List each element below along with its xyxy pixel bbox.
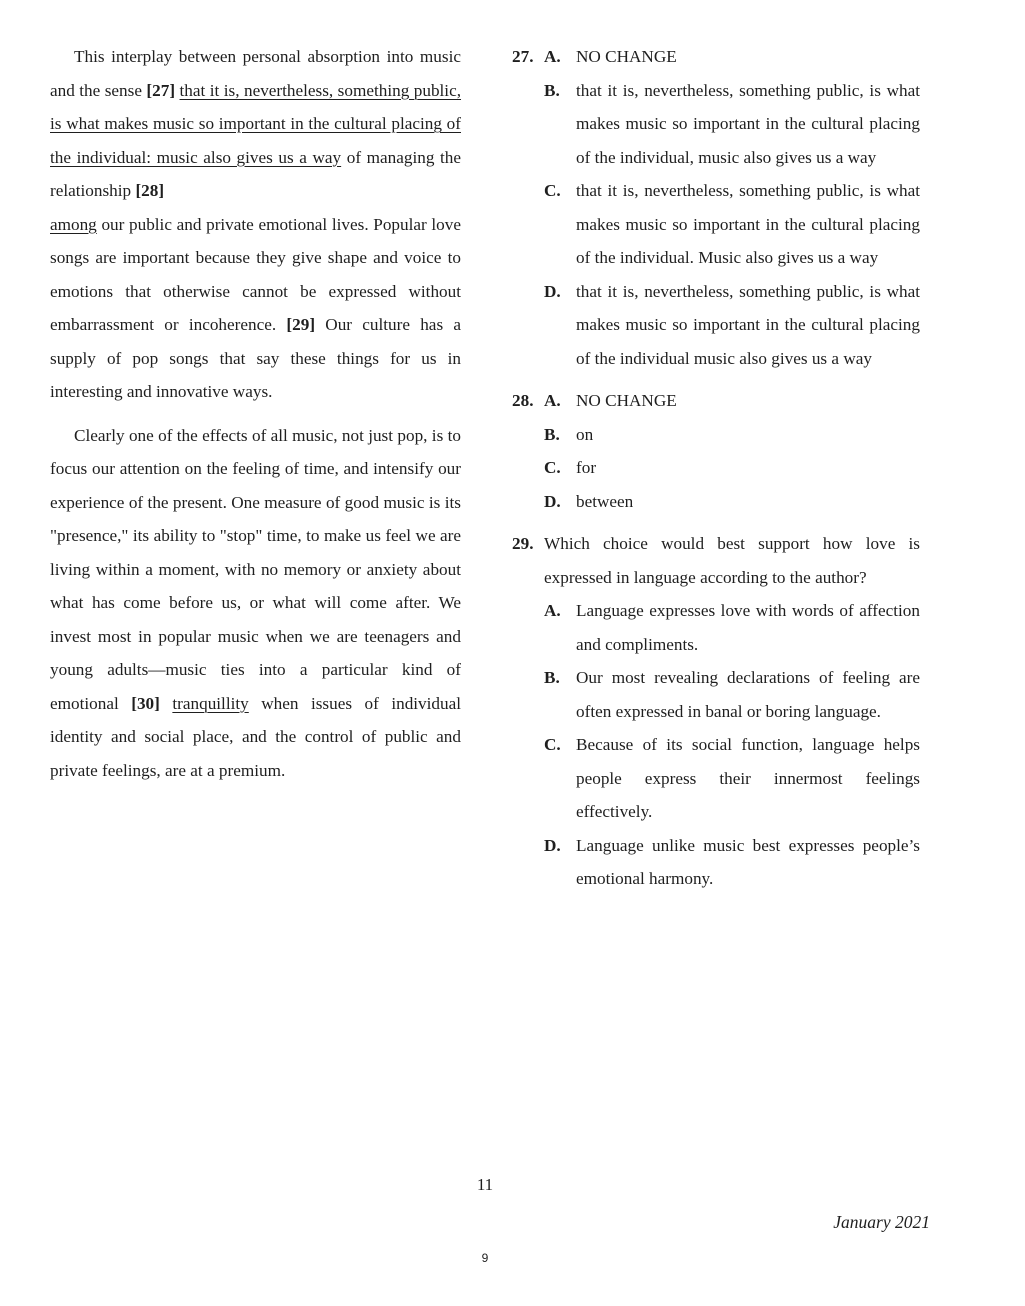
question-marker-30: [30] (131, 693, 160, 713)
question-29 (512, 527, 920, 896)
option-letter: D. (544, 491, 561, 511)
passage-paragraph-1 (50, 40, 461, 409)
footer-date: January 2021 (833, 1212, 930, 1232)
question-27 (512, 40, 920, 375)
question-marker-29: [29] (286, 315, 316, 334)
passage-paragraph-2 (50, 419, 461, 788)
answer-option-b[interactable]: Our most revealing declarations of feeling are often expressed in banal or boring language. (576, 668, 920, 721)
question-number: 28. (512, 391, 534, 410)
answer-option-c[interactable]: Because of its social function, language helps people express their innermost feelings effectively. (576, 735, 920, 821)
passage-text: when issues of individual identity and social place, and the control of public and private feelings, are at a premium. (50, 693, 462, 780)
answer-option-a[interactable]: NO CHANGE (576, 47, 677, 66)
passage (50, 40, 461, 787)
option-letter: A. (544, 391, 561, 410)
answer-option-d[interactable]: Language unlike music best expresses people’s emotional harmony. (576, 835, 920, 888)
sheet-number: 9 (481, 1251, 489, 1265)
option-letter: B. (544, 424, 560, 444)
answer-option-c[interactable]: that it is, nevertheless, something public, is what makes music so important in the cultural placing of the individual. Music also gives us a way (576, 181, 920, 267)
option-letter: C. (544, 735, 561, 754)
page-number: 11 (476, 1175, 494, 1194)
option-letter: A. (544, 47, 561, 66)
option-letter: B. (544, 668, 560, 687)
option-letter: C. (544, 458, 561, 477)
passage-text: Our culture has a supply of pop songs that say these things for us in interesting and innovative ways. (50, 315, 461, 401)
question-marker-28: [28] (135, 181, 165, 200)
answer-option-b[interactable]: on (576, 424, 594, 444)
underlined-portion-30: tranquillity (172, 693, 249, 713)
passage-text: Clearly one of the effects of all music, not just pop, is to focus our attention on the feeling of time, and intensify our experience of the present. One measure of good music is its "presence," its ability to "stop" time, to make us feel we are living within a moment, with no memory or anxiety about what has come before us, or what will come after. We invest most in popular music when we are teenagers and young adults—music ties into a particular kind of emotional (50, 425, 461, 713)
passage-text: This interplay between personal absorption into music and the sense (50, 47, 461, 100)
option-letter: C. (544, 181, 561, 200)
passage-text: of managing the relationship (50, 147, 461, 200)
question-28 (512, 384, 920, 518)
answer-option-c[interactable]: for (576, 458, 597, 477)
question-column (512, 40, 920, 896)
question-number: 29. (512, 534, 534, 553)
answer-option-b[interactable]: that it is, nevertheless, something public, is what makes music so important in the cultural placing of the individual, music also gives us a way (576, 80, 920, 167)
answer-option-d[interactable]: between (576, 491, 634, 511)
answer-option-a[interactable]: NO CHANGE (576, 391, 677, 410)
underlined-portion-28: among (50, 214, 97, 234)
question-stem: Which choice would best support how love is expressed in language according to the author? (544, 534, 920, 587)
option-letter: A. (544, 601, 561, 620)
passage-text: our public and private emotional lives. Popular love songs are important because they give shape and voice to emotions that otherwise cannot be expressed without embarrassment or incoherence. (50, 214, 461, 334)
option-letter: D. (544, 835, 561, 855)
underlined-portion-27: that it is, nevertheless, something public, is what makes music so important in the cultural placing of the individual: music also gives us a way (50, 80, 462, 167)
question-marker-27: [27] (146, 80, 176, 100)
question-number: 27. (512, 47, 534, 66)
option-letter: B. (544, 80, 560, 100)
answer-option-a[interactable]: Language expresses love with words of affection and compliments. (576, 601, 920, 654)
option-letter: D. (544, 281, 561, 301)
answer-option-d[interactable]: that it is, nevertheless, something public, is what makes music so important in the cultural placing of the individual music also gives us a way (576, 281, 920, 368)
